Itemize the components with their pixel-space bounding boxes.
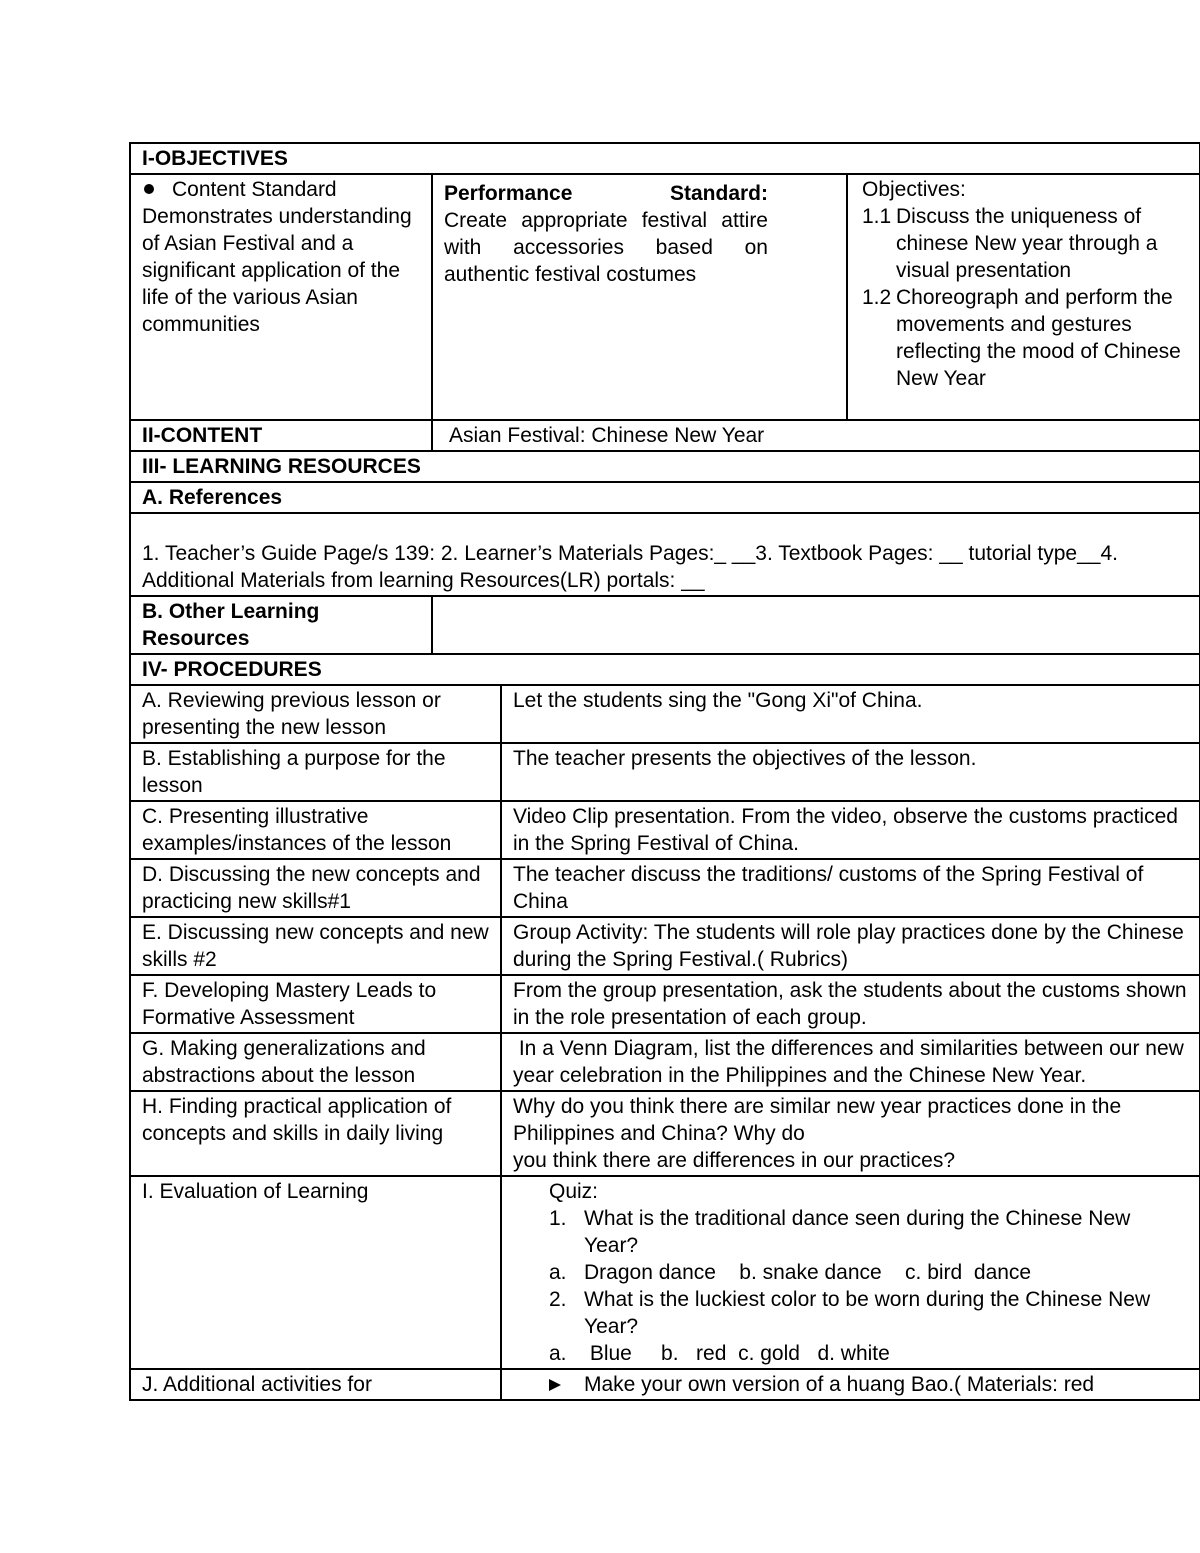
references-header: A. References — [130, 482, 1200, 513]
quiz-options — [549, 1259, 1189, 1286]
objective-number: 1.2 — [862, 286, 892, 309]
objective-text: Choreograph and perform the movements and gestures reflecting the mood of Chinese New Year — [896, 286, 1181, 390]
objective-item — [862, 203, 1189, 284]
question-number: 2. — [549, 1288, 567, 1311]
procedure-label: F. Developing Mastery Leads to Formative Assessment — [130, 975, 501, 1033]
content-value: Asian Festival: Chinese New Year — [432, 420, 1200, 451]
performance-standard-title — [444, 180, 768, 207]
procedure-row — [130, 1033, 1200, 1091]
evaluation-label: I. Evaluation of Learning — [130, 1176, 501, 1369]
content-row — [130, 420, 1200, 451]
additional-label: J. Additional activities for — [130, 1369, 501, 1400]
procedure-value: Group Activity: The students will role play practices done by the Chinese during the Spring Festival.( Rubrics) — [501, 917, 1200, 975]
question-number: 1. — [549, 1207, 567, 1230]
performance-standard-body: Create appropriate festival attire with accessories based on authentic festival costumes — [444, 209, 768, 286]
objective-text: Discuss the uniqueness of chinese New year through a visual presentation — [896, 205, 1158, 282]
additional-row — [130, 1369, 1200, 1400]
other-resources-value — [432, 596, 1200, 654]
procedure-row — [130, 975, 1200, 1033]
quiz-options — [549, 1340, 1189, 1367]
option-mark: a. — [549, 1261, 567, 1284]
question-text: What is the luckiest color to be worn during the Chinese New Year? — [584, 1288, 1151, 1338]
objectives-list — [862, 203, 1189, 392]
procedures-header-row — [130, 654, 1200, 685]
objective-item — [862, 284, 1189, 392]
references-text: 1. Teacher’s Guide Page/s 139: 2. Learner’s Materials Pages:_ __3. Textbook Pages: __ tutorial type__4. Additional Materials from learning Resources(LR) portals: __ — [130, 513, 1200, 596]
procedure-label: C. Presenting illustrative examples/instances of the lesson — [130, 801, 501, 859]
quiz-question — [549, 1205, 1189, 1259]
arrow-bullet-icon — [549, 1371, 565, 1398]
procedure-value — [501, 1091, 1200, 1176]
additional-value-cell — [501, 1369, 1200, 1400]
other-resources-row — [130, 596, 1200, 654]
additional-block — [513, 1371, 1189, 1398]
procedure-row — [130, 743, 1200, 801]
learning-resources-header-row — [130, 451, 1200, 482]
references-row — [130, 513, 1200, 596]
procedure-label: B. Establishing a purpose for the lesson — [130, 743, 501, 801]
option-text: Dragon dance b. snake dance c. bird dance — [584, 1261, 1032, 1284]
procedure-label: H. Finding practical application of concepts and skills in daily living — [130, 1091, 501, 1176]
procedure-value-line: Why do you think there are similar new year practices done in the Philippines and China? Why do — [513, 1095, 1122, 1145]
additional-item — [549, 1371, 1189, 1398]
additional-value: Make your own version of a huang Bao.( Materials: red — [584, 1373, 1095, 1396]
procedure-value: In a Venn Diagram, list the differences and similarities between our new year celebration in the Philippines and the Chinese New Year. — [501, 1033, 1200, 1091]
procedure-value: The teacher discuss the traditions/ customs of the Spring Festival of China — [501, 859, 1200, 917]
procedure-row — [130, 859, 1200, 917]
objectives-list-title: Objectives: — [862, 178, 966, 201]
quiz-block — [513, 1178, 1189, 1367]
content-header: II-CONTENT — [130, 420, 432, 451]
performance-title-left: Performance — [444, 182, 573, 205]
procedure-row — [130, 801, 1200, 859]
procedures-header: IV- PROCEDURES — [130, 654, 1200, 685]
option-mark: a. — [549, 1342, 567, 1365]
content-standard-body: Demonstrates understanding of Asian Festival and a significant application of the life of the various Asian communities — [142, 205, 412, 336]
other-resources-header: B. Other Learning Resources — [130, 596, 432, 654]
procedure-value: The teacher presents the objectives of the lesson. — [501, 743, 1200, 801]
objectives-header-row — [130, 143, 1200, 174]
procedure-label: E. Discussing new concepts and new skills #2 — [130, 917, 501, 975]
procedure-row — [130, 1091, 1200, 1176]
quiz-question — [549, 1286, 1189, 1340]
procedure-label: D. Discussing the new concepts and practicing new skills#1 — [130, 859, 501, 917]
content-standard-cell — [130, 174, 432, 420]
procedure-value: Let the students sing the "Gong Xi"of China. — [501, 685, 1200, 743]
procedure-value: From the group presentation, ask the students about the customs shown in the role presentation of each group. — [501, 975, 1200, 1033]
procedure-label: G. Making generalizations and abstractions about the lesson — [130, 1033, 501, 1091]
learning-resources-header: III- LEARNING RESOURCES — [130, 451, 1200, 482]
lesson-plan-page — [129, 142, 1199, 1401]
procedure-value: Video Clip presentation. From the video, observe the customs practiced in the Spring Festival of China. — [501, 801, 1200, 859]
objectives-header: I-OBJECTIVES — [130, 143, 1200, 174]
procedure-row — [130, 917, 1200, 975]
question-text: What is the traditional dance seen during the Chinese New Year? — [584, 1207, 1131, 1257]
objectives-row — [130, 174, 1200, 420]
performance-standard-cell — [432, 174, 847, 420]
quiz-title: Quiz: — [549, 1180, 599, 1203]
references-header-row — [130, 482, 1200, 513]
objective-number: 1.1 — [862, 205, 892, 228]
evaluation-row — [130, 1176, 1200, 1369]
bullet-icon — [144, 184, 154, 194]
option-text: Blue b. red c. gold d. white — [584, 1342, 890, 1365]
procedure-label: A. Reviewing previous lesson or presenting the new lesson — [130, 685, 501, 743]
procedure-value-line: you think there are differences in our practices? — [513, 1149, 956, 1172]
evaluation-quiz — [501, 1176, 1200, 1369]
lesson-plan-table — [129, 142, 1200, 1401]
objectives-list-cell — [847, 174, 1200, 420]
content-standard-title: Content Standard — [172, 178, 337, 201]
performance-title-right: Standard: — [669, 182, 768, 205]
procedure-row — [130, 685, 1200, 743]
